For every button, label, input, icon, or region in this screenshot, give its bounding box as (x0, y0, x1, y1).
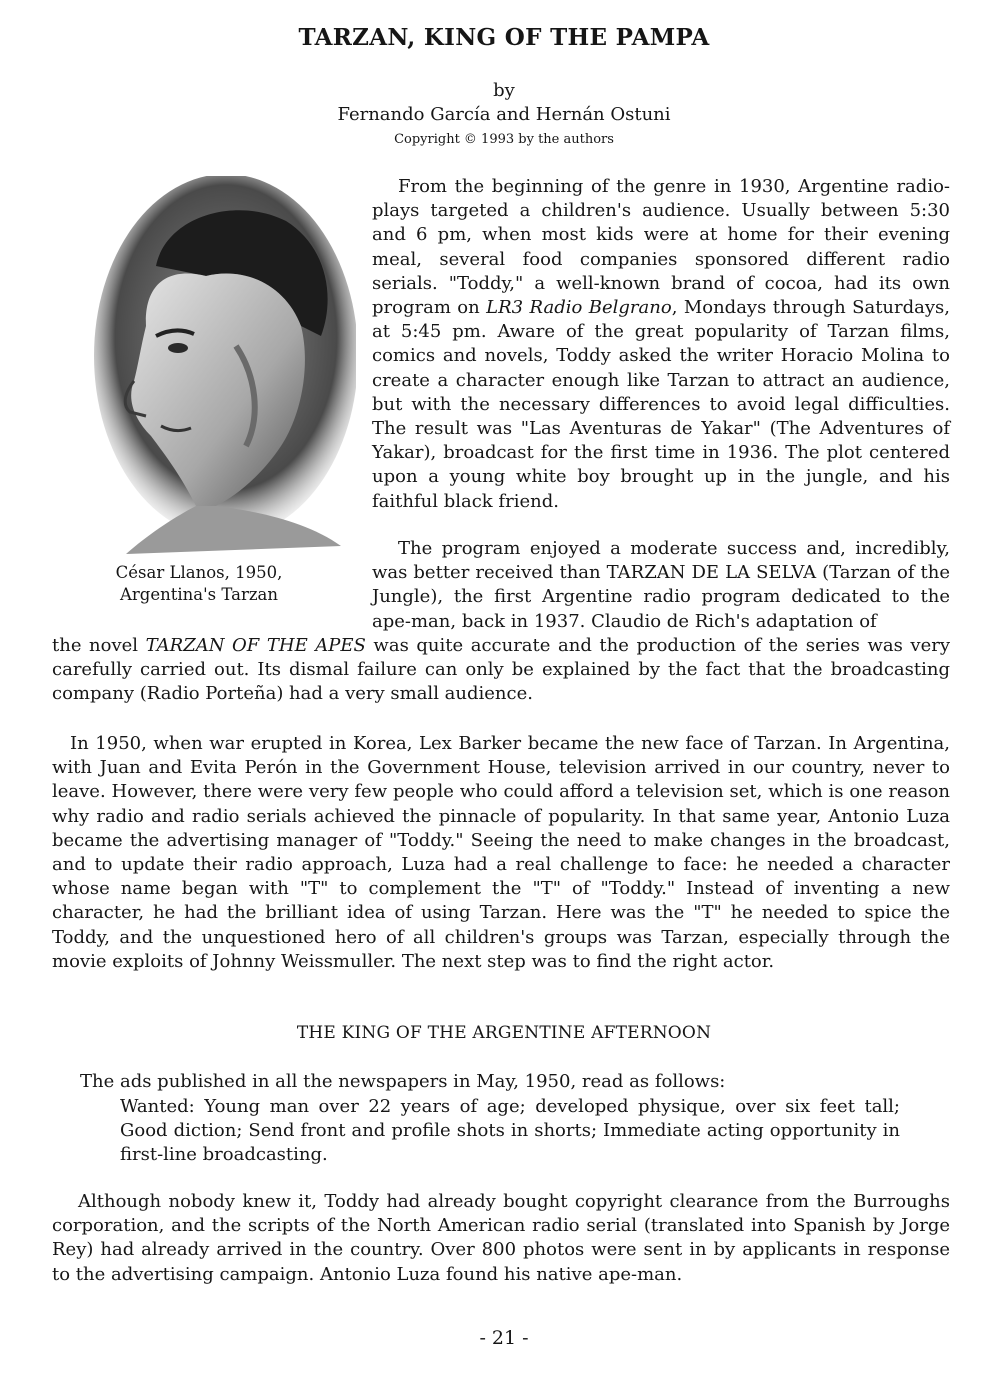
caption-line-1: César Llanos, 1950, (115, 563, 283, 582)
photo-caption (88, 562, 310, 606)
page-number: - 21 - (479, 1327, 529, 1349)
paragraph-5: Although nobody knew it, Toddy had already bought copyright clearance from the Burroughs corporation, and the scripts of the North American radio serial (translated into Spanish by Jorge Rey) had already arrived in the country. Over 800 photos were sent in by applicants in response to the advertising campaign. Antonio Luza found his native ape-man. (52, 1191, 950, 1285)
paragraph-2-continued (52, 634, 950, 707)
copyright-notice: Copyright © 1993 by the authors (394, 132, 614, 147)
p2-italic: TARZAN OF THE APES (145, 635, 366, 656)
byline-by: by (493, 80, 515, 101)
paragraph-4: The ads published in all the newspapers in May, 1950, read as follows: (80, 1071, 726, 1092)
caption-line-2: Argentina's Tarzan (120, 585, 278, 604)
p2-text-b2: was quite accurate and the production of the series was very carefully carried out. Its dismal failure can only be explained by the fact that the broadcasting company (Radio Porteña) had a very small audience. (52, 635, 950, 705)
p2-text-b1: the novel (52, 635, 146, 656)
ad-quote: Wanted: Young man over 22 years of age; developed physique, over six feet tall; Good diction; Send front and profile shots in shorts; Immediate acting opportunity in first-line broadcasting. (120, 1096, 900, 1166)
p1-text-b: , Mondays through Saturdays, at 5:45 pm. Aware of the great popularity of Tarzan films, comics and novels, Toddy asked the writer Horacio Molina to create a character enough like Tarzan to attract an audience, but with the necessary differences to avoid legal difficulties. The result was "Las Aventuras de Yakar" (The Adventures of Yakar), broadcast for the first time in 1936. The plot centered upon a young white boy brought up in the jungle, and his faithful black friend. (372, 297, 951, 512)
section-heading: THE KING OF THE ARGENTINE AFTERNOON (296, 1023, 712, 1043)
paragraph-1 (372, 175, 950, 514)
paragraph-3: In 1950, when war erupted in Korea, Lex Barker became the new face of Tarzan. In Argentina, with Juan and Evita Perón in the Government House, television arrived in our country, never to leave. However, there were very few people who could afford a television set, which is one reason why radio and radio serials achieved the pinnacle of popularity. In that same year, Antonio Luza became the advertising manager of "Toddy." Seeing the need to make changes in the broadcast, and to update their radio approach, Luza had a real challenge to face: he needed a character whose name began with "T" to complement the "T" of "Toddy." Instead of inventing a new character, he had the brilliant idea of using Tarzan. Here was the "T" he needed to spice the Toddy, and the unquestioned hero of all children's groups was Tarzan, especially through the movie exploits of Johnny Weissmuller. The next step was to find the right actor. (52, 733, 950, 972)
p1-italic: LR3 Radio Belgrano (486, 297, 672, 319)
p1-text-a: From the beginning of the genre in 1930, Argentine radio-plays targeted a children's audience. Usually between 5:30 and 6 pm, when most kids were at home for their evening meal, several food companies sponsored different radio serials. "Toddy," a well-known brand of cocoa, had its own program on (372, 176, 950, 319)
article-title: TARZAN, KING OF THE PAMPA (298, 24, 710, 51)
paragraph-2-start: The program enjoyed a moderate success and, incredibly, was better received than TARZAN DE LA SELVA (Tarzan of the Jungle), the first Argentine radio program dedicated to the ape-man, back in 1937. Claudio de Rich's adaptation of (372, 538, 950, 632)
portrait-photo (86, 176, 356, 554)
byline-authors: Fernando García and Hernán Ostuni (337, 104, 671, 125)
